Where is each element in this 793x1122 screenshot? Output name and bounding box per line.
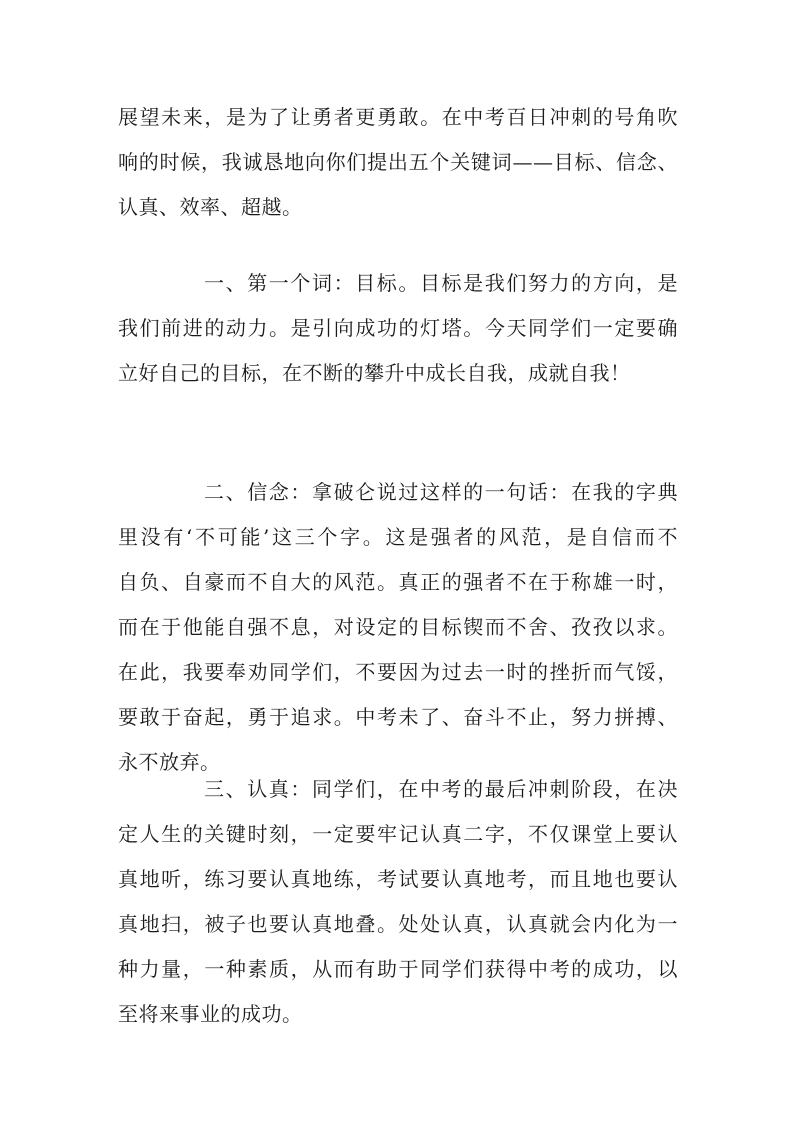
text-line: 种力量，一种素质，从而有助于同学们获得中考的成功，以 xyxy=(118,957,678,981)
text-line: 认真、效率、超越。 xyxy=(118,195,303,219)
text-line: 真地扫，被子也要认真地叠。处处认真，认真就会内化为一 xyxy=(118,912,678,936)
text-line: 一、第一个词：目标。目标是我们努力的方向，是 xyxy=(204,271,678,295)
text-line: 立好自己的目标，在不断的攀升中成长自我，成就自我！ xyxy=(118,361,631,385)
goal-paragraph xyxy=(118,261,678,396)
text-line: 三、认真：同学们，在中考的最后冲刺阶段，在决 xyxy=(204,777,678,801)
text-line: 定人生的关键时刻，一定要牢记认真二字，不仅课堂上要认 xyxy=(118,822,678,846)
text-line: 要敢于奋起，勇于追求。中考未了、奋斗不止，努力拼搏、 xyxy=(118,705,678,729)
text-line: 在此，我要奉劝同学们，不要因为过去一时的挫折而气馁， xyxy=(118,660,678,684)
text-line: 展望未来，是为了让勇者更勇敢。在中考百日冲刺的号角吹 xyxy=(118,105,678,129)
intro-paragraph xyxy=(118,95,678,230)
text-line: 里没有‘不可能’这三个字。这是强者的风范，是自信而不 xyxy=(118,525,678,549)
text-line: 永不放弃。 xyxy=(118,750,221,774)
text-line: 真地听，练习要认真地练，考试要认真地考，而且地也要认 xyxy=(118,867,678,891)
text-line: 自负、自豪而不自大的风范。真正的强者不在于称雄一时， xyxy=(118,570,678,594)
text-line: 我们前进的动力。是引向成功的灯塔。今天同学们一定要确 xyxy=(118,316,678,340)
text-line: 二、信念：拿破仑说过这样的一句话：在我的字典 xyxy=(204,480,678,504)
text-line: 而在于他能自强不息，对设定的目标锲而不舍、孜孜以求。 xyxy=(118,615,678,639)
text-line: 响的时候，我诚恳地向你们提出五个关键词——目标、信念、 xyxy=(118,150,678,174)
text-line: 至将来事业的成功。 xyxy=(118,1002,303,1026)
belief-paragraph xyxy=(118,470,678,785)
diligence-paragraph xyxy=(118,767,678,1037)
